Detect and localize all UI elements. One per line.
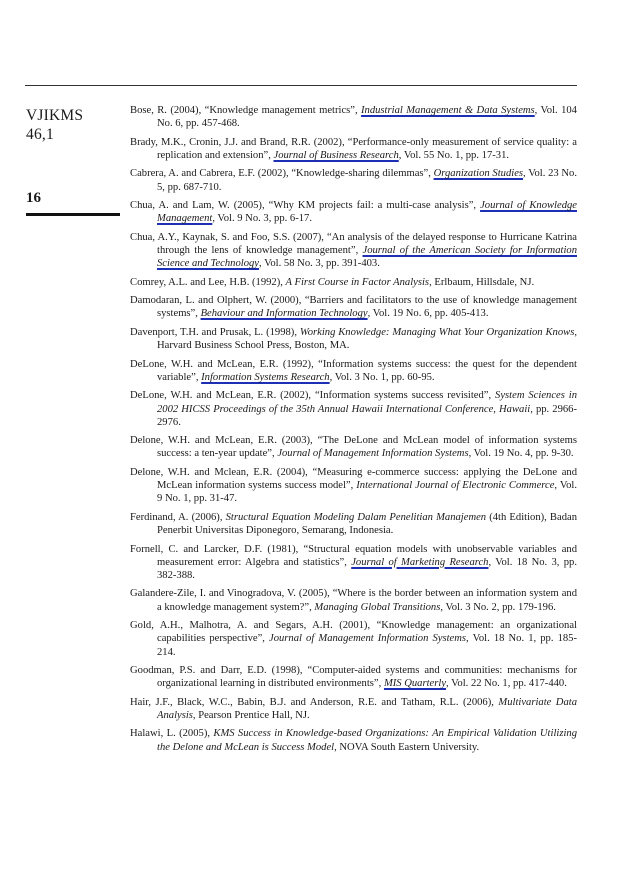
reference-title: International Journal of Electronic Commerce [356, 480, 555, 492]
reference-authors: Comrey, A.L. and Lee, H.B. (1992), [130, 276, 286, 288]
reference-authors: Chua, A. and Lam, W. (2005), “Why KM projects fail: a multi-case analysis”, [130, 200, 481, 212]
journal-rule [26, 213, 120, 216]
reference-journal-link[interactable]: Journal of Business Research [273, 149, 399, 161]
reference-authors: DeLone, W.H. and McLean, E.R. (2002), “Information systems success revisited”, [130, 390, 496, 402]
reference-authors: Fornell, C. and Larcker, D.F. (1981), “Structural equation models with unobservable variables and measurement error: Algebra and statistics”, [130, 543, 577, 568]
reference-title: A First Course in Factor Analysis [285, 276, 430, 288]
reference-details: , Vol. 104 No. 6, pp. 457-468. [157, 105, 577, 130]
reference-authors: Chua, A.Y., Kaynak, S. and Foo, S.S. (2007), “An analysis of the delayed response to Hurricane Katrina through the lens of knowledge management”, [130, 231, 577, 257]
reference-item [130, 619, 577, 659]
reference-item [130, 389, 577, 429]
top-rule [25, 85, 577, 86]
reference-item [130, 136, 577, 162]
reference-journal-link[interactable]: Behaviour and Information Technology [200, 308, 368, 320]
reference-details: , Vol. 55 No. 1, pp. 17-31. [398, 149, 510, 161]
reference-details: , NOVA South Eastern University. [334, 741, 480, 753]
journal-code: VJIKMS [26, 107, 84, 124]
reference-journal-link[interactable]: Journal of Marketing Research [351, 556, 489, 568]
reference-item [130, 466, 577, 506]
reference-journal-link[interactable]: Journal of the American Society for Information Science and Technology [157, 245, 577, 270]
reference-item [130, 358, 577, 384]
volume-issue: 46,1 [26, 126, 54, 143]
reference-authors: Ferdinand, A. (2006), [130, 511, 226, 523]
reference-authors: Galandere-Zile, I. and Vinogradova, V. (2005), “Where is the border between an information system and a knowledge management system?”, [130, 588, 577, 613]
reference-authors: Halawi, L. (2005), [130, 728, 214, 740]
reference-item [130, 276, 577, 289]
reference-authors: Brady, M.K., Cronin, J.J. and Brand, R.R. (2002), “Performance-only measurement of service quality: a replication and extension”, [130, 136, 577, 161]
reference-item [130, 104, 577, 130]
reference-title: Journal of Management Information Systems [277, 448, 469, 460]
reference-authors: Damodaran, L. and Olphert, W. (2000), “Barriers and facilitators to the use of knowledge management systems”, [130, 295, 577, 320]
reference-details: , Vol. 23 No. 5, pp. 687-710. [157, 168, 577, 193]
reference-details: , Vol. 19 No. 6, pp. 405-413. [367, 308, 489, 320]
reference-details: , pp. 2966-2976. [157, 403, 577, 428]
reference-authors: Cabrera, A. and Cabrera, E.F. (2002), “Knowledge-sharing dilemmas”, [130, 168, 434, 180]
reference-title: System Sciences in 2002 HICSS Proceedings of the 35th Annual Hawaii International Conference, Hawaii [157, 390, 577, 415]
reference-details: , Vol. 3 No. 2, pp. 179-196. [440, 601, 556, 613]
page-number: 16 [26, 190, 41, 206]
reference-item [130, 664, 577, 690]
reference-details: , Vol. 18 No. 3, pp. 382-388. [157, 556, 577, 581]
reference-list [130, 104, 577, 759]
reference-details: , Vol. 3 No. 1, pp. 60-95. [329, 371, 435, 383]
reference-title: Managing Global Transitions [314, 601, 441, 613]
reference-details: , Vol. 9 No. 1, pp. 31-47. [157, 480, 578, 505]
reference-authors: Davenport, T.H. and Prusak, L. (1998), [130, 326, 300, 338]
reference-journal-link[interactable]: Organization Studies [433, 168, 524, 180]
reference-item [130, 231, 577, 271]
reference-journal-link[interactable]: Information Systems Research [201, 371, 330, 383]
reference-details: , Vol. 9 No. 3, pp. 6-17. [212, 213, 312, 225]
reference-journal-link[interactable]: Industrial Management & Data Systems [361, 105, 535, 116]
reference-authors: Gold, A.H., Malhotra, A. and Segars, A.H. (2001), “Knowledge management: an organizational capabilities perspective”, [130, 620, 577, 645]
reference-authors: Bose, R. (2004), “Knowledge management metrics”, [130, 105, 362, 116]
reference-journal-link[interactable]: Journal of Knowledge Management [157, 200, 577, 225]
reference-details: , Vol. 18 No. 1, pp. 185-214. [157, 633, 577, 658]
reference-title: KMS Success in Knowledge-based Organizations: An Empirical Validation Utilizing the Delone and McLean is Success Model [157, 728, 577, 753]
reference-authors: Delone, W.H. and McLean, E.R. (2003), “The DeLone and McLean model of information systems success: a ten-year update”, [130, 435, 577, 460]
reference-item [130, 543, 577, 583]
reference-title: Working Knowledge: Managing What Your Organization Knows [299, 326, 575, 338]
reference-authors: Hair, J.F., Black, W.C., Babin, B.J. and Anderson, R.E. and Tatham, R.L. (2006), [130, 696, 499, 708]
reference-item [130, 434, 577, 460]
reference-authors: Goodman, P.S. and Darr, E.D. (1998), “Computer-aided systems and communities: mechanisms for organizational learning in distributed environments”, [130, 665, 577, 690]
reference-item [130, 587, 577, 613]
reference-item [130, 294, 577, 320]
reference-item [130, 167, 577, 193]
reference-authors: Delone, W.H. and Mclean, E.R. (2004), “Measuring e-commerce success: applying the DeLone and McLean information systems success model”, [130, 466, 577, 492]
reference-details: , Erlbaum, Hillsdale, NJ. [429, 276, 535, 288]
reference-item [130, 326, 577, 352]
reference-item [130, 696, 577, 722]
reference-details: , Vol. 58 No. 3, pp. 391-403. [259, 258, 380, 270]
reference-item [130, 511, 577, 537]
reference-title: Multivariate Data Analysis [157, 696, 577, 721]
reference-details: , Vol. 19 No. 4, pp. 9-30. [468, 448, 574, 460]
reference-title: Structural Equation Modeling Dalam Penelitian Manajemen [225, 511, 487, 523]
reference-details: (4th Edition), Badan Penerbit Universitas Diponegoro, Semarang, Indonesia. [157, 511, 577, 537]
reference-authors: DeLone, W.H. and McLean, E.R. (1992), “Information systems success: the quest for the dependent variable”, [130, 358, 577, 383]
reference-title: Journal of Management Information Systems [269, 633, 467, 645]
reference-details: , Harvard Business School Press, Boston, MA. [157, 326, 577, 352]
reference-journal-link[interactable]: MIS Quarterly [383, 678, 447, 690]
reference-item [130, 199, 577, 225]
reference-item [130, 727, 577, 753]
journal-header [26, 106, 83, 144]
reference-details: , Pearson Prentice Hall, NJ. [192, 709, 310, 721]
reference-details: , Vol. 22 No. 1, pp. 417-440. [446, 678, 567, 690]
